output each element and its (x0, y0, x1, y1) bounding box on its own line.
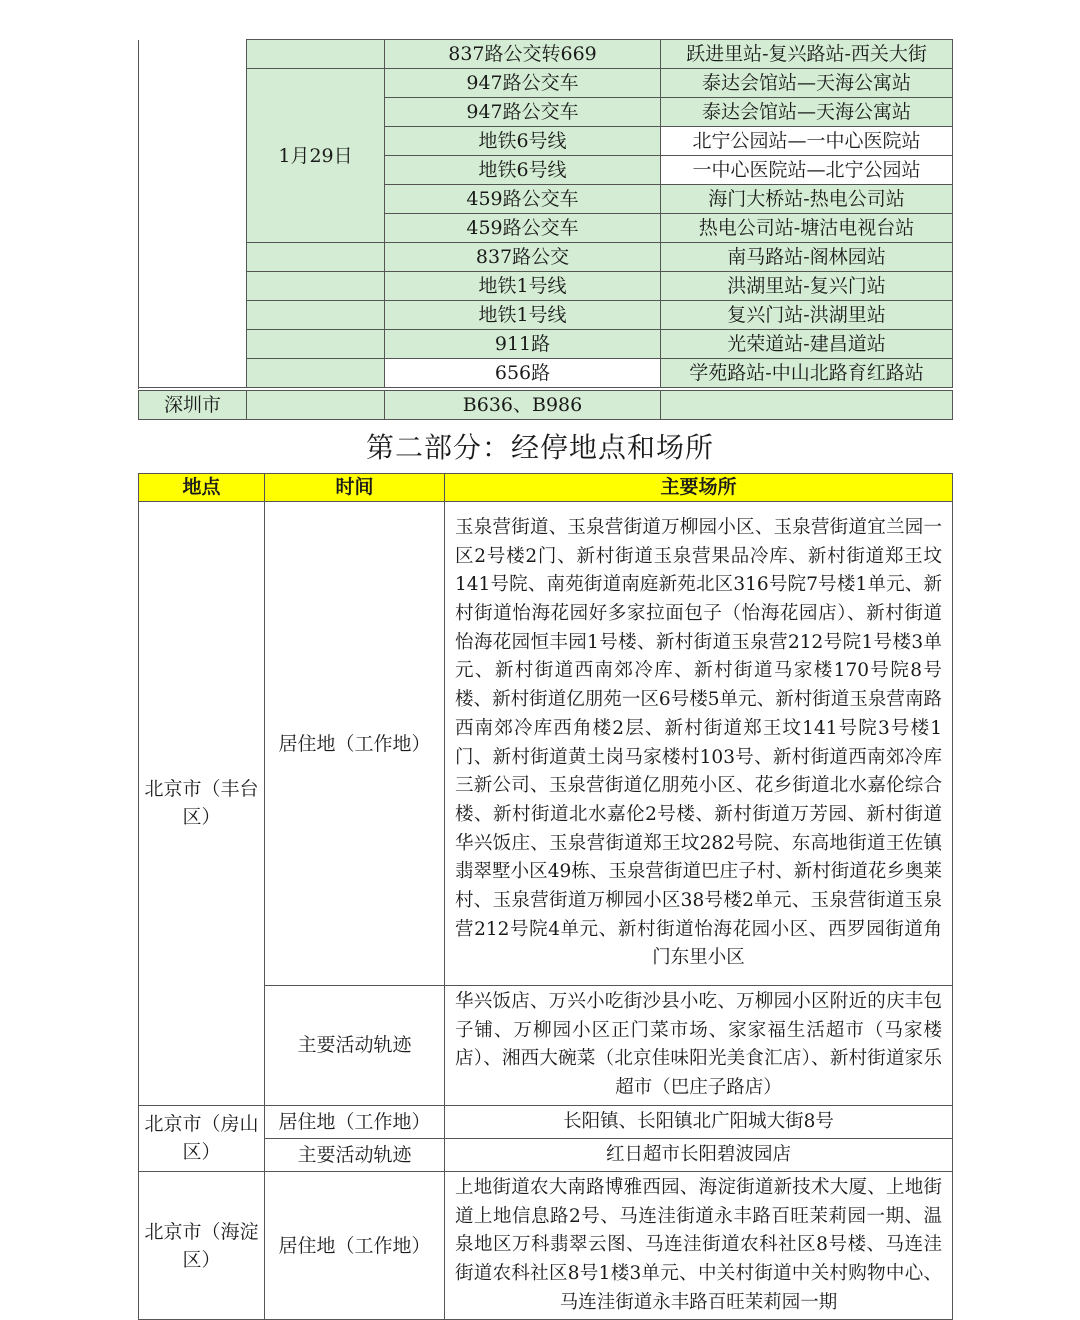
stations-cell (661, 391, 953, 420)
date-cell (247, 391, 385, 420)
stations-cell: 跃进里站-复兴路站-西关大街 (661, 40, 953, 69)
time-cell: 主要活动轨迹 (265, 1138, 445, 1171)
route-cell: 地铁1号线 (385, 272, 661, 301)
time-cell: 居住地（工作地） (265, 1105, 445, 1138)
stations-cell: 一中心医院站—北宁公园站 (661, 156, 953, 185)
table-row (139, 301, 953, 330)
stations-cell: 海门大桥站-热电公司站 (661, 185, 953, 214)
route-cell: 地铁1号线 (385, 301, 661, 330)
stations-cell: 复兴门站-洪湖里站 (661, 301, 953, 330)
venues-table (138, 473, 953, 1320)
city-cell: 深圳市 (139, 391, 247, 420)
stations-cell: 洪湖里站-复兴门站 (661, 272, 953, 301)
route-cell: 656路 (385, 359, 661, 388)
stations-cell: 南马路站-阁林园站 (661, 243, 953, 272)
header-place: 地点 (139, 474, 265, 502)
table-row (139, 359, 953, 388)
shenzhen-row-table (138, 390, 953, 420)
route-cell: 947路公交车 (385, 98, 661, 127)
date-cell (247, 359, 385, 388)
route-cell: 837路公交 (385, 243, 661, 272)
date-cell (247, 40, 385, 69)
route-cell: 地铁6号线 (385, 127, 661, 156)
table-row (139, 502, 953, 986)
date-cell (247, 243, 385, 272)
table-row (139, 1105, 953, 1138)
route-cell: 911路 (385, 330, 661, 359)
date-cell (247, 272, 385, 301)
route-cell: 459路公交车 (385, 214, 661, 243)
place-cell: 北京市（海淀区） (139, 1171, 265, 1320)
route-cell: B636、B986 (385, 391, 661, 420)
venues-cell: 华兴饭店、万兴小吃街沙县小吃、万柳园小区附近的庆丰包子铺、万柳园小区正门菜市场、家家福生活超市（马家楼店）、湘西大碗菜（北京佳味阳光美食汇店）、新村街道家乐超市（巴庄子路店） (445, 986, 953, 1106)
date-cell (247, 330, 385, 359)
route-cell: 837路公交转669 (385, 40, 661, 69)
route-cell: 地铁6号线 (385, 156, 661, 185)
table-row (139, 330, 953, 359)
blank-city-cell (139, 40, 247, 388)
venues-cell: 上地街道农大南路博雅西园、海淀街道新技术大厦、上地街道上地信息路2号、马连洼街道永丰路百旺茉莉园一期、温泉地区万科翡翠云图、马连洼街道农科社区8号楼、马连洼街道农科社区8号1楼3单元、中关村街道中关村购物中心、马连洼街道永丰路百旺茉莉园一期 (445, 1171, 953, 1320)
table-row (139, 40, 953, 69)
place-cell: 北京市（丰台区） (139, 502, 265, 1106)
time-cell: 居住地（工作地） (265, 1171, 445, 1320)
route-cell: 459路公交车 (385, 185, 661, 214)
route-cell: 947路公交车 (385, 69, 661, 98)
stations-cell: 光荣道站-建昌道站 (661, 330, 953, 359)
stations-cell: 北宁公园站—一中心医院站 (661, 127, 953, 156)
time-cell: 居住地（工作地） (265, 502, 445, 986)
venues-cell: 红日超市长阳碧波园店 (445, 1138, 953, 1171)
date-cell (247, 301, 385, 330)
time-cell: 主要活动轨迹 (265, 986, 445, 1106)
header-row (139, 474, 953, 502)
stations-cell: 泰达会馆站—天海公寓站 (661, 69, 953, 98)
header-time: 时间 (265, 474, 445, 502)
table-row (139, 243, 953, 272)
place-cell: 北京市（房山区） (139, 1105, 265, 1171)
header-venues: 主要场所 (445, 474, 953, 502)
date-cell: 1月29日 (247, 69, 385, 243)
stations-cell: 泰达会馆站—天海公寓站 (661, 98, 953, 127)
table-row (139, 391, 953, 420)
table-row (139, 1171, 953, 1320)
table-row (139, 272, 953, 301)
venues-cell: 玉泉营街道、玉泉营街道万柳园小区、玉泉营街道宜兰园一区2号楼2门、新村街道玉泉营果品冷库、新村街道郑王坟141号院、南苑街道南庭新苑北区316号院7号楼1单元、新村街道怡海花园好多家拉面包子（怡海花园店）、新村街道怡海花园恒丰园1号楼、新村街道玉泉营212号院1号楼3单元、新村街道西南郊冷库、新村街道马家楼170号院8号楼、新村街道亿朋苑一区6号楼5单元、新村街道玉泉营南路西南郊冷库西角楼2层、新村街道郑王坟141号院3号楼1门、新村街道黄土岗马家楼村103号、新村街道西南郊冷库三新公司、玉泉营街道亿朋苑小区、花乡街道北水嘉伦综合楼、新村街道北水嘉伦2号楼、新村街道万芳园、新村街道华兴饭庄、玉泉营街道郑王坟282号院、东高地街道王佐镇翡翠墅小区49栋、玉泉营街道巴庄子村、新村街道花乡奥莱村、玉泉营街道万柳园小区38号楼2单元、玉泉营街道玉泉营212号院4单元、新村街道怡海花园小区、西罗园街道角门东里小区 (445, 502, 953, 986)
stations-cell: 热电公司站-塘沽电视台站 (661, 214, 953, 243)
stations-cell: 学苑路站-中山北路育红路站 (661, 359, 953, 388)
transit-table (138, 39, 953, 388)
table-row (139, 69, 953, 98)
section-title: 第二部分：经停地点和场所 (365, 431, 714, 464)
venues-cell: 长阳镇、长阳镇北广阳城大街8号 (445, 1105, 953, 1138)
